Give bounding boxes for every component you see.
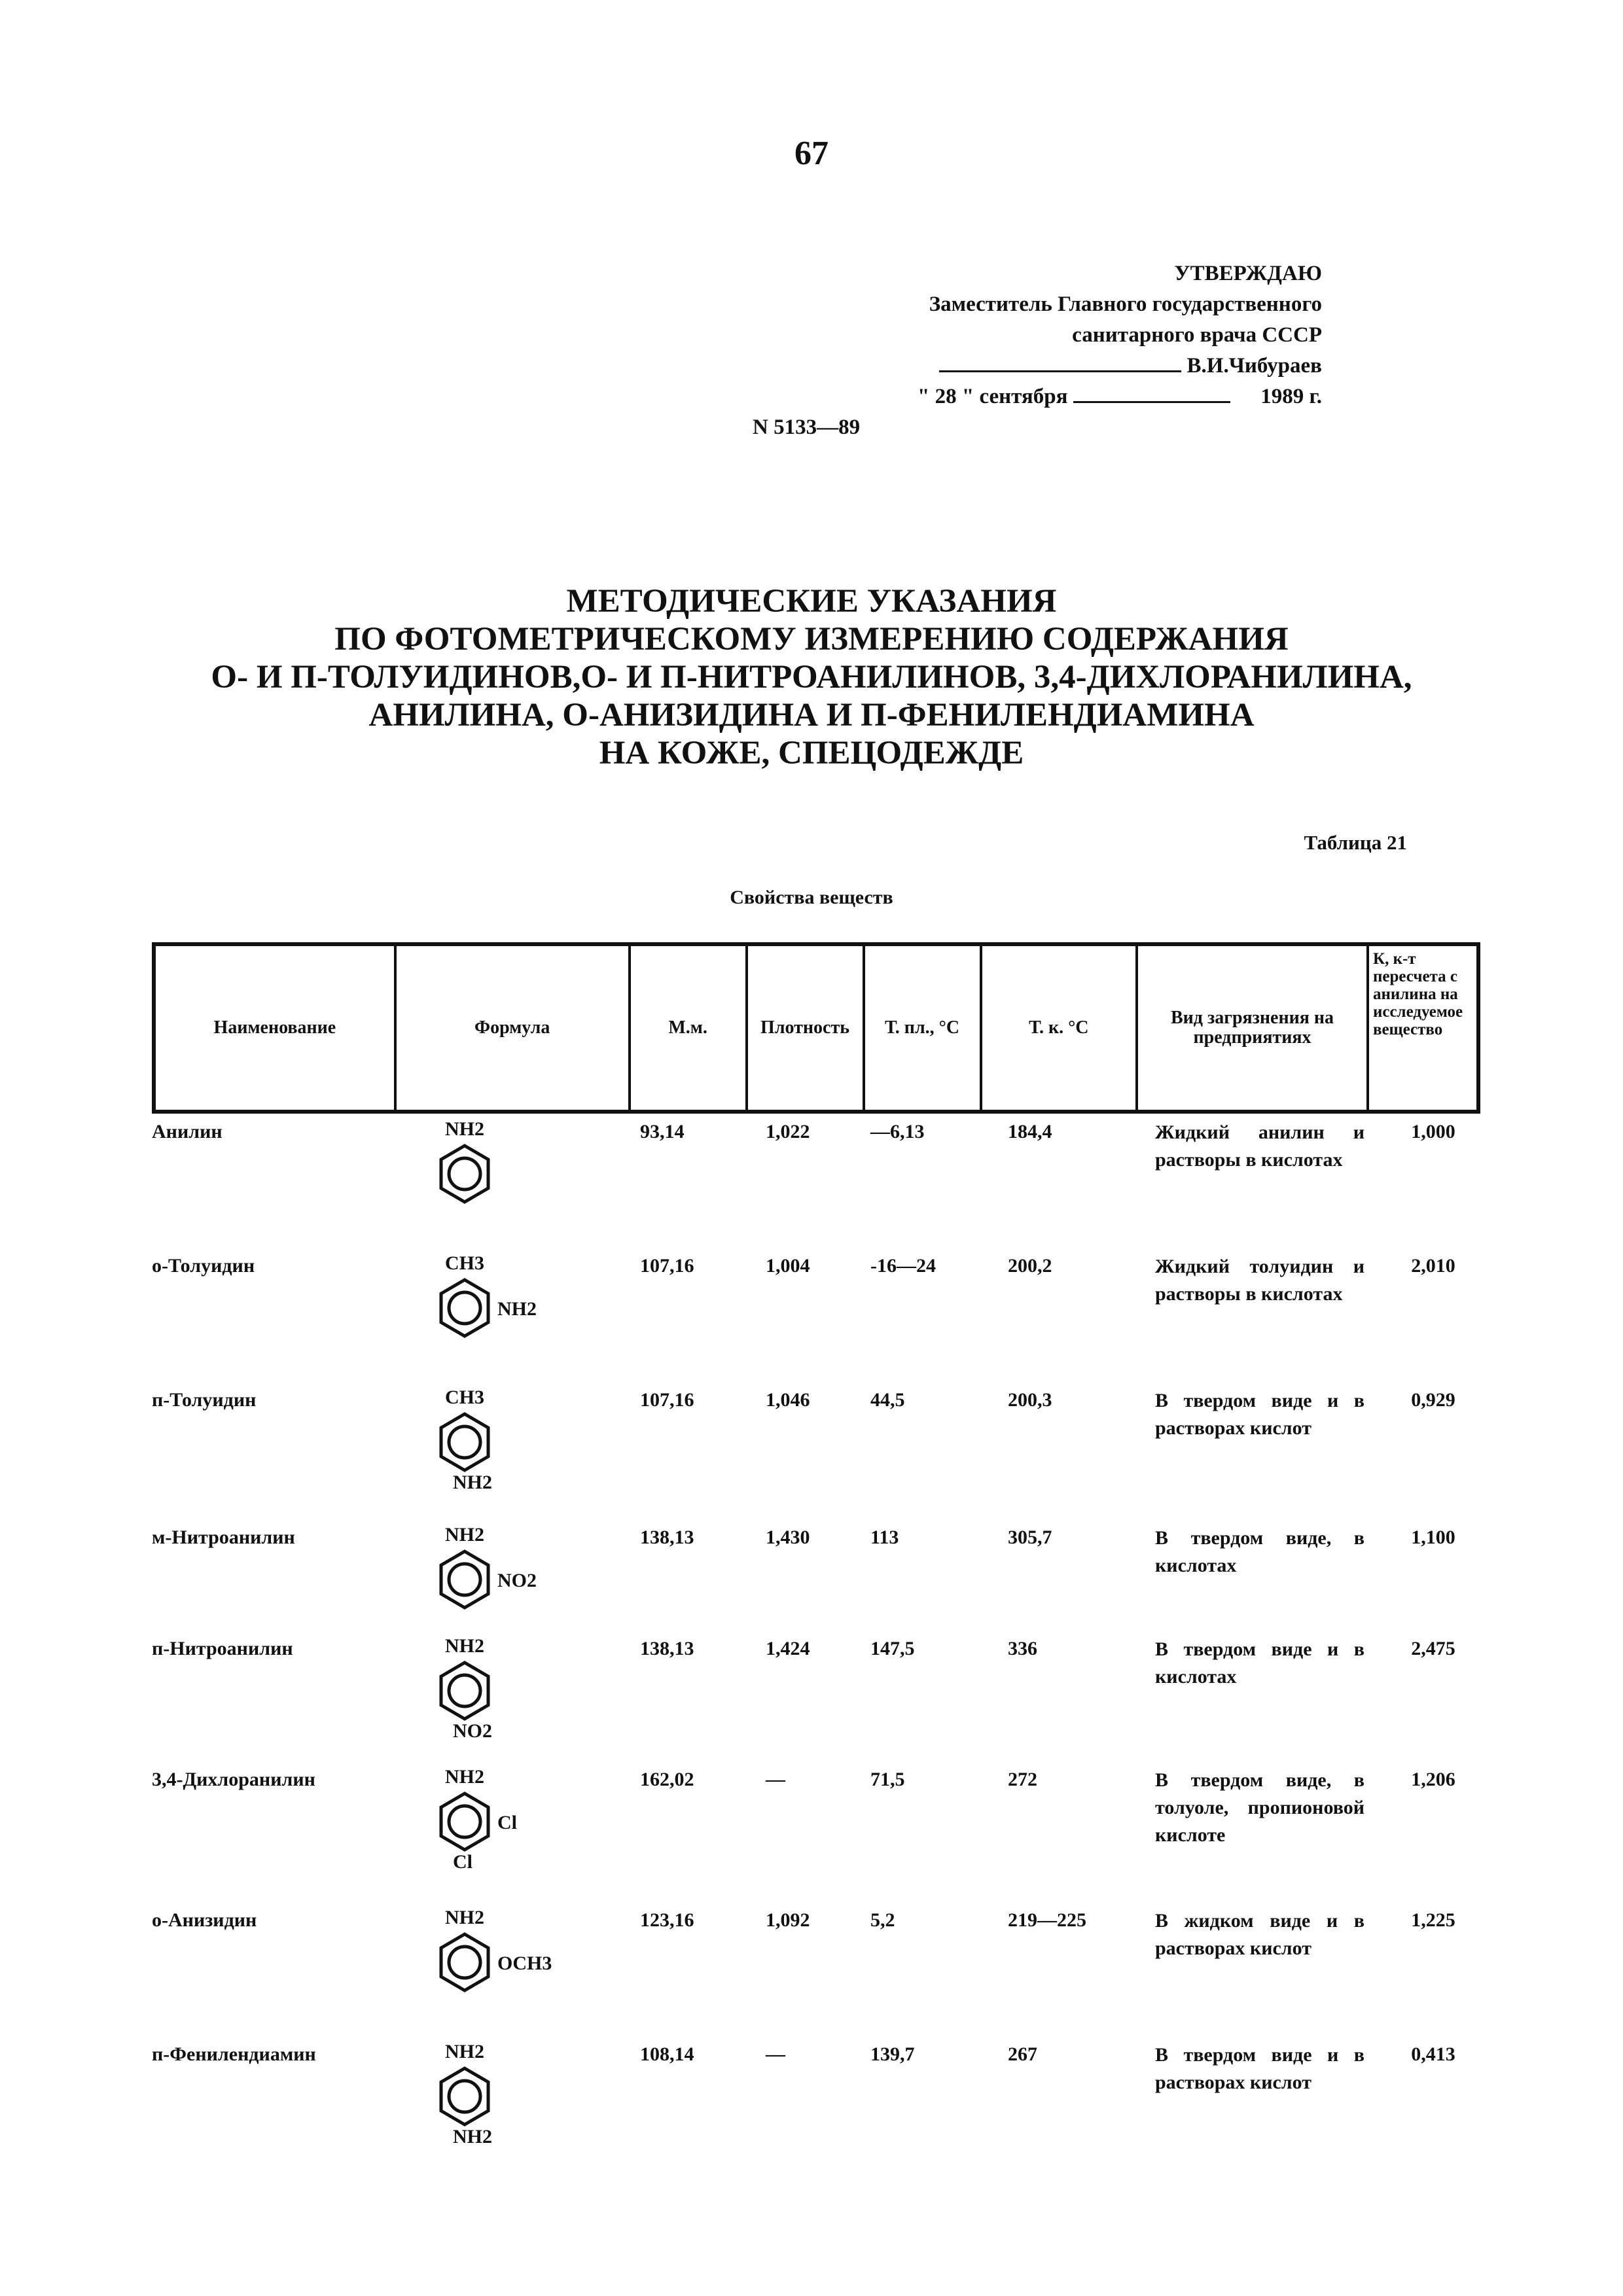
formula-top-group: NH2: [445, 1907, 484, 1928]
substance-name: о-Толуидин: [152, 1255, 255, 1277]
formula-top-group: NH2: [445, 1524, 484, 1545]
formula-top-group: NH2: [445, 1635, 484, 1657]
melting-point: —6,13: [870, 1121, 925, 1142]
density: 1,046: [766, 1389, 810, 1411]
structural-formula: [406, 1387, 602, 1531]
molar-mass: 123,16: [640, 1909, 694, 1931]
title-line-3: О- И П-ТОЛУИДИНОВ,О- И П-НИТРОАНИЛИНОВ, 3,4-ДИХЛОРАНИЛИНА,: [211, 659, 1412, 696]
melting-point: 71,5: [870, 1769, 905, 1790]
structural-formula: [406, 1119, 602, 1263]
contamination-type: В твердом виде и в растворах кислот: [1155, 2044, 1364, 2093]
molar-mass: 162,02: [640, 1769, 694, 1790]
boiling-point: 267: [1008, 2043, 1037, 2065]
molar-mass: 93,14: [640, 1121, 685, 1142]
approval-line-2: санитарного врача СССР: [1072, 323, 1322, 347]
contamination-type: В жидком виде и в растворах кислот: [1155, 1910, 1364, 1959]
approval-heading: УТВЕРЖДАЮ: [1174, 262, 1322, 285]
benzene-ring-icon: [438, 2066, 491, 2127]
approval-date: [733, 381, 1322, 412]
substance-name: о-Анизидин: [152, 1909, 257, 1931]
header-density: Плотность: [748, 946, 865, 1110]
benzene-ring-icon: [438, 1412, 491, 1472]
molar-mass: 138,13: [640, 1527, 694, 1548]
melting-point: 147,5: [870, 1638, 915, 1659]
structural-formula: [406, 1253, 602, 1397]
conversion-factor: 1,206: [1411, 1769, 1455, 1790]
boiling-point: 305,7: [1008, 1527, 1052, 1548]
boiling-point: 219—225: [1008, 1909, 1086, 1931]
melting-point: 44,5: [870, 1389, 905, 1411]
formula-bottom-group: NO2: [453, 1720, 492, 1742]
boiling-point: 184,4: [1008, 1121, 1052, 1142]
density: 1,092: [766, 1909, 810, 1931]
date-blank: [1073, 401, 1230, 403]
boiling-point: 200,3: [1008, 1389, 1052, 1411]
structural-formula: [406, 2041, 602, 2185]
density: 1,424: [766, 1638, 810, 1659]
structural-formula: [406, 1767, 602, 1911]
substance-name: 3,4-Дихлоранилин: [152, 1769, 315, 1790]
contamination-type: Жидкий анилин и растворы в кислотах: [1155, 1122, 1364, 1171]
table-row: [0, 1636, 1623, 1780]
approval-date-year: 1989 г.: [1260, 385, 1322, 408]
density: —: [766, 1769, 785, 1790]
table-row: [0, 1253, 1623, 1397]
contamination-type: В твердом виде и в растворах кислот: [1155, 1390, 1364, 1439]
structural-formula: [406, 1636, 602, 1780]
header-name: Наименование: [156, 946, 397, 1110]
formula-top-group: NH2: [445, 2041, 484, 2062]
molar-mass: 108,14: [640, 2043, 694, 2065]
formula-side-group: NO2: [497, 1570, 537, 1591]
approval-number: N 5133—89: [753, 415, 861, 439]
melting-point: 113: [870, 1527, 899, 1548]
density: 1,430: [766, 1527, 810, 1548]
molar-mass: 107,16: [640, 1255, 694, 1277]
benzene-ring-icon: [438, 1661, 491, 1721]
header-formula: Формула: [397, 946, 631, 1110]
benzene-ring-icon: [438, 1278, 491, 1338]
molar-mass: 107,16: [640, 1389, 694, 1411]
benzene-ring-icon: [438, 1549, 491, 1610]
formula-top-group: NH2: [445, 1766, 484, 1788]
boiling-point: 272: [1008, 1769, 1037, 1790]
approval-line-1: Заместитель Главного государственного: [929, 292, 1322, 316]
substance-name: м-Нитроанилин: [152, 1527, 295, 1548]
substance-name: п-Толуидин: [152, 1389, 257, 1411]
density: 1,022: [766, 1121, 810, 1142]
title-line-5: НА КОЖЕ, СПЕЦОДЕЖДЕ: [599, 735, 1024, 771]
table-row: [0, 2041, 1623, 2185]
header-tk: Т. к. °С: [982, 946, 1139, 1110]
boiling-point: 200,2: [1008, 1255, 1052, 1277]
molar-mass: 138,13: [640, 1638, 694, 1659]
formula-top-group: NH2: [445, 1118, 484, 1140]
table-row: [0, 1119, 1623, 1263]
benzene-ring-icon: [438, 1792, 491, 1852]
conversion-factor: 1,100: [1411, 1527, 1455, 1548]
formula-bottom-group: NH2: [453, 1472, 492, 1493]
approval-date-month: сентября: [979, 385, 1068, 408]
table-row: [0, 1907, 1623, 2051]
formula-top-group: CH3: [445, 1386, 484, 1408]
formula-side-group: NH2: [497, 1298, 537, 1320]
header-k: К, к-т пересчета с анилина на исследуемое вещество: [1372, 950, 1463, 1038]
header-mm: М.м.: [631, 946, 748, 1110]
melting-point: -16—24: [870, 1255, 936, 1277]
formula-side-group: Cl: [497, 1812, 517, 1833]
signature-blank: [939, 370, 1181, 372]
structural-formula: [406, 1907, 602, 2051]
approval-signatory: В.И.Чибураев: [1186, 354, 1322, 378]
table-label: Таблица 21: [1304, 831, 1407, 854]
density: 1,004: [766, 1255, 810, 1277]
substance-name: п-Нитроанилин: [152, 1638, 293, 1659]
formula-top-group: CH3: [445, 1252, 484, 1274]
title-line-2: ПО ФОТОМЕТРИЧЕСКОМУ ИЗМЕРЕНИЮ СОДЕРЖАНИЯ: [334, 621, 1289, 658]
page-number: 67: [794, 135, 829, 172]
title-line-1: МЕТОДИЧЕСКИЕ УКАЗАНИЯ: [566, 583, 1057, 620]
substance-name: Анилин: [152, 1121, 223, 1142]
contamination-type: В твердом виде, в толуоле, пропионовой кислоте: [1155, 1769, 1364, 1846]
benzene-ring-icon: [438, 1144, 491, 1204]
table-caption: Свойства веществ: [730, 887, 893, 908]
formula-bottom-group: NH2: [453, 2126, 492, 2147]
boiling-point: 336: [1008, 1638, 1037, 1659]
document-title: [0, 582, 1623, 772]
header-tpl: Т. пл., °С: [865, 946, 982, 1110]
conversion-factor: 0,929: [1411, 1389, 1455, 1411]
header-vid: Вид загрязнения на предприятиях: [1138, 946, 1369, 1110]
approval-signature-line: [733, 351, 1322, 381]
formula-side-group: OCH3: [497, 1952, 552, 1974]
approval-block: [733, 258, 1322, 443]
benzene-ring-icon: [438, 1932, 491, 1992]
table-row: [0, 1767, 1623, 1911]
table-row: [0, 1387, 1623, 1531]
melting-point: 139,7: [870, 2043, 915, 2065]
contamination-type: В твердом виде и в кислотах: [1155, 1638, 1364, 1687]
conversion-factor: 2,010: [1411, 1255, 1455, 1277]
table-header: [152, 942, 1480, 1114]
conversion-factor: 1,225: [1411, 1909, 1455, 1931]
title-line-4: АНИЛИНА, О-АНИЗИДИНА И П-ФЕНИЛЕНДИАМИНА: [368, 697, 1255, 733]
conversion-factor: 1,000: [1411, 1121, 1455, 1142]
melting-point: 5,2: [870, 1909, 895, 1931]
conversion-factor: 2,475: [1411, 1638, 1455, 1659]
substance-name: п-Фенилендиамин: [152, 2043, 316, 2065]
contamination-type: Жидкий толуидин и растворы в кислотах: [1155, 1256, 1364, 1305]
approval-date-day: " 28 ": [918, 385, 974, 408]
contamination-type: В твердом виде, в кислотах: [1155, 1527, 1364, 1576]
conversion-factor: 0,413: [1411, 2043, 1455, 2065]
formula-bottom-group: Cl: [453, 1851, 473, 1873]
density: —: [766, 2043, 785, 2065]
